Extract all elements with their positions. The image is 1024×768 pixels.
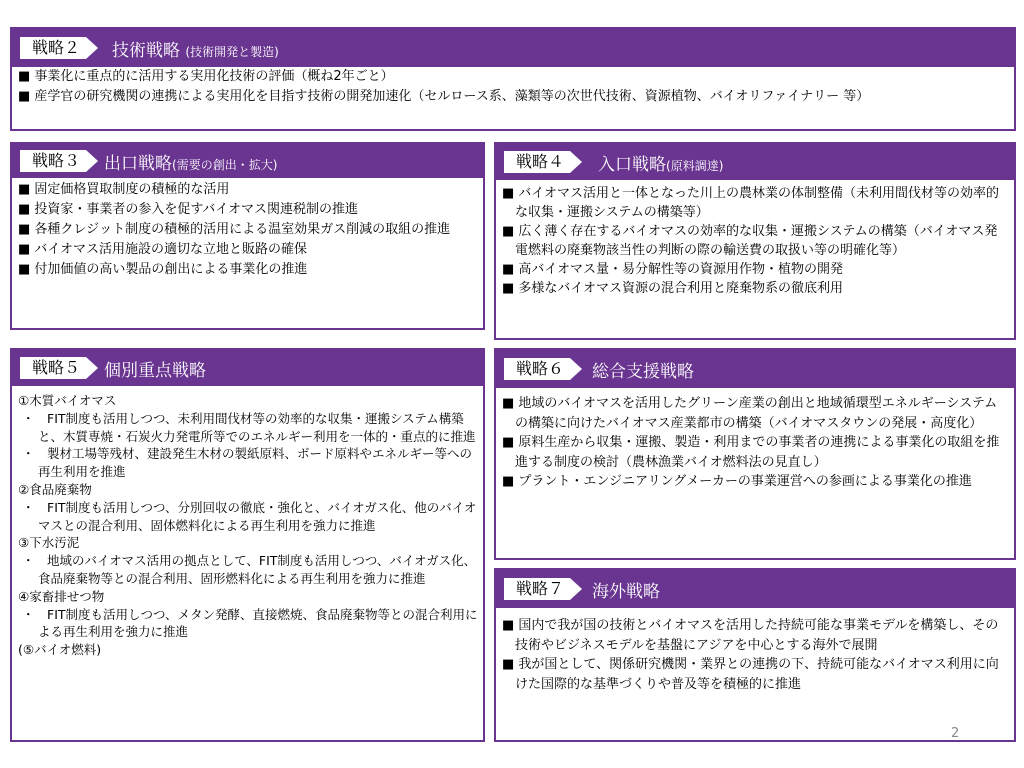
strategy6-panel (494, 348, 1016, 560)
strategy5-bullet: ・ FIT制度も活用しつつ、分別回収の徹底・強化と、バイオガス化、他のバイオマスとの混合利用、固体燃料化による再生利用を強力に推進 (22, 499, 477, 533)
strategy4-header (496, 144, 1014, 180)
strategy3-item: ■ 投資家・事業者の参入を促すバイオマス関連税制の推進 (18, 202, 358, 217)
strategy4-panel (494, 142, 1016, 340)
strategy3-tag: 戦略３ (20, 150, 86, 172)
strategy7-header (496, 570, 1014, 608)
strategy5-bullet: ・ 製材工場等残材、建設発生木材の製紙原料、ボード原料やエネルギー等への再生利用を推進 (22, 446, 473, 480)
strategy6-item: ■ 原料生産から収集・運搬、製造・利用までの事業者の連携による事業化の取組を推進する制度の検討（農林漁業バイオ燃料法の見直し） (502, 435, 1000, 470)
strategy4-item: ■ バイオマス活用と一体となった川上の農林業の体制整備（未利用間伐材等の効率的な収集・運搬システムの構築等） (502, 186, 1000, 220)
strategy2-tag: 戦略２ (20, 37, 86, 59)
strategy2-header (12, 29, 1014, 67)
strategy5-category: ③下水汚泥 (18, 535, 80, 551)
strategy6-body (502, 394, 1010, 492)
strategy3-item: ■ 固定価格買取制度の積極的な活用 (18, 182, 230, 197)
strategy4-title: 入口戦略(原料調達) (598, 154, 724, 175)
strategy5-bullet: ・ FIT制度も活用しつつ、未利用間伐材等の効率的な収集・運搬システム構築と、木質専焼・石炭火力発電所等でのエネルギー利用を一体的・重点的に推進 (22, 410, 476, 444)
strategy4-body (502, 184, 1010, 298)
strategy5-bullet: ・ FIT制度も活用しつつ、メタン発酵、直接燃焼、食品廃棄物等との混合利用による再生利用を強力に推進 (22, 606, 478, 640)
strategy5-body (18, 392, 479, 659)
strategy7-panel (494, 568, 1016, 742)
strategy3-header (12, 144, 483, 178)
strategy5-category: ④家畜排せつ物 (18, 588, 105, 604)
strategy4-item: ■ 多様なバイオマス資源の混合利用と廃棄物系の徹底利用 (502, 281, 844, 296)
strategy5-title: 個別重点戦略 (104, 360, 207, 381)
strategy6-item: ■ プラント・エンジニアリングメーカーの事業運営への参画による事業化の推進 (502, 474, 972, 489)
strategy5-panel (10, 348, 485, 742)
strategy5-tag: 戦略５ (20, 357, 86, 379)
strategy3-body (18, 180, 479, 280)
strategy3-item: ■ 付加価値の高い製品の創出による事業化の推進 (18, 262, 308, 277)
strategy2-item: ■ 産学官の研究機関の連携による実用化を目指す技術の開発加速化（セルロース系、藻類等の次世代技術、資源植物、バイオリファイナリー 等） (18, 89, 870, 104)
strategy7-item: ■ 国内で我が国の技術とバイオマスを活用した持続可能な事業モデルを構築し、その技術やビジネスモデルを基盤にアジアを中心とする海外で展開 (502, 618, 999, 653)
strategy5-category: ①木質バイオマス (18, 393, 117, 408)
strategy3-item: ■ バイオマス活用施設の適切な立地と販路の確保 (18, 242, 308, 257)
strategy7-body (502, 616, 1010, 694)
strategy3-panel (10, 142, 485, 330)
strategy3-title: 出口戦略(需要の創出・拡大) (104, 153, 278, 174)
strategy2-body (18, 67, 1008, 107)
strategy2-title: 技術戦略 (技術開発と製造) (112, 40, 279, 61)
page-number: 2 (951, 726, 960, 741)
strategy2-item: ■ 事業化に重点的に活用する実用化技術の評価（概ね2年ごと） (18, 69, 394, 84)
strategy2-panel (10, 27, 1016, 131)
strategy6-tag: 戦略６ (504, 358, 570, 380)
strategy6-header (496, 350, 1014, 388)
strategy4-item: ■ 広く薄く存在するバイオマスの効率的な収集・運搬システムの構築（バイオマス発電燃料の廃棄物該当性の判断の際の輸送費の取扱い等の明確化等） (502, 224, 998, 258)
strategy5-category: (⑤バイオ燃料) (18, 642, 102, 658)
strategy4-tag: 戦略４ (504, 151, 570, 173)
strategy6-item: ■ 地域のバイオマスを活用したグリーン産業の創出と地域循環型エネルギーシステムの構築に向けたバイオマス産業都市の構築（バイオマスタウンの発展・高度化） (502, 396, 998, 431)
strategy6-title: 総合支援戦略 (592, 361, 695, 382)
strategy7-item: ■ 我が国として、関係研究機関・業界との連携の下、持続可能なバイオマス利用に向けた国際的な基準づくりや普及等を積極的に推進 (502, 657, 999, 692)
strategy7-tag: 戦略７ (504, 578, 570, 600)
strategy5-category: ②食品廃棄物 (18, 481, 92, 497)
strategy4-item: ■ 高バイオマス量・易分解性等の資源用作物・植物の開発 (502, 262, 844, 277)
strategy5-bullet: ・ 地域のバイオマス活用の拠点として、FIT制度も活用しつつ、バイオガス化、食品廃棄物等との混合利用、固形燃料化による再生利用を強力に推進 (22, 553, 477, 586)
strategy3-item: ■ 各種クレジット制度の積極的活用による温室効果ガス削減の取組の推進 (18, 222, 451, 237)
strategy5-header (12, 350, 483, 386)
strategy7-title: 海外戦略 (592, 581, 661, 602)
